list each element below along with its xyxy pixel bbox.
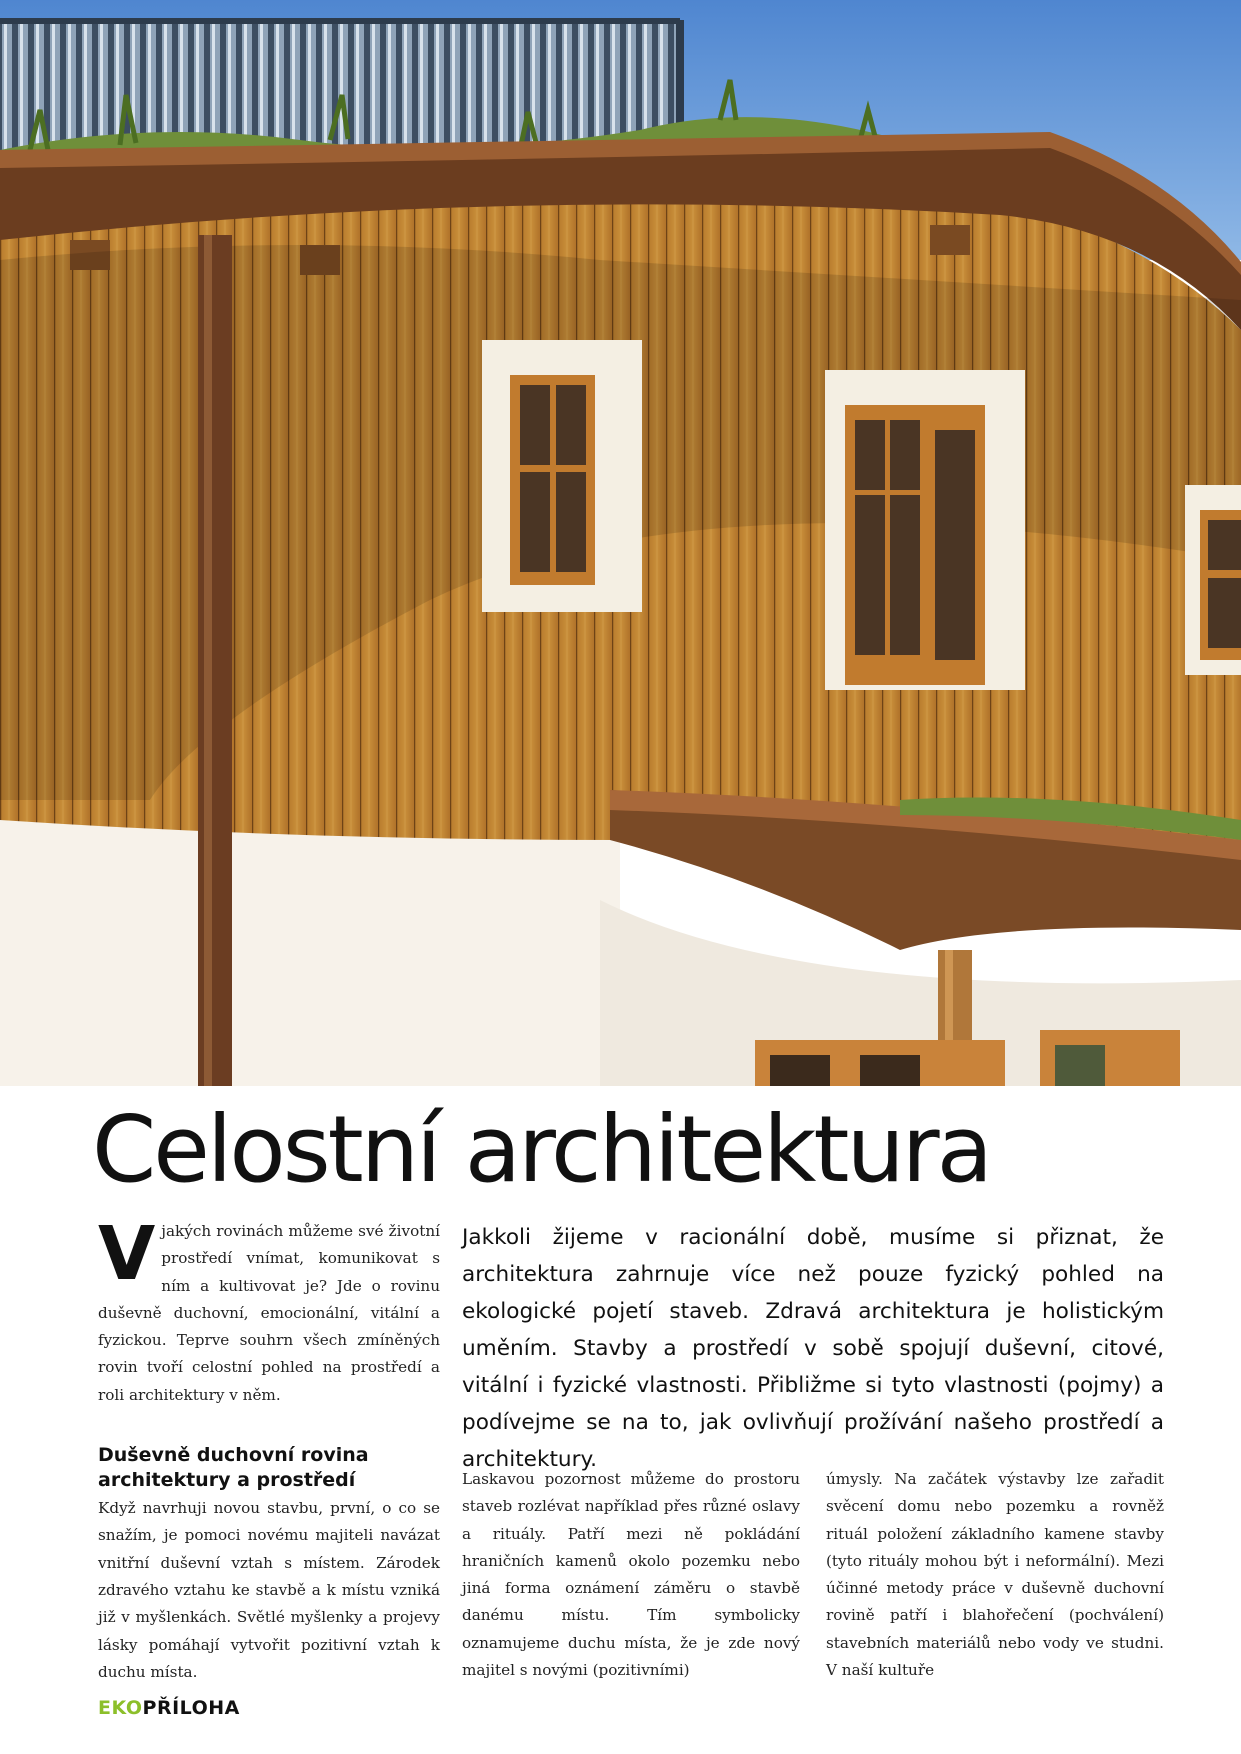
article-title: Celostní architektura (92, 1096, 990, 1203)
footer-section-label (98, 1697, 240, 1719)
intro-paragraph (98, 1211, 440, 1409)
section-subheading: Duševně duchovní rovina architektury a prostředí (98, 1444, 369, 1492)
body-paragraph-1: Když navrhuji novou stavbu, první, o co se snažím, je pomoci novému majiteli navázat vnitřní duševní vztah s místem. Zárodek zdravého vztahu ke stavbě a k místu vzniká již v myšlenkách. Světlé myšlenky a projevy lásky pomáhají vytvořit pozitivní vztah k duchu místa. (98, 1499, 440, 1681)
footer-eko: EKO (98, 1697, 143, 1719)
column-left (98, 1211, 440, 1686)
drop-cap: V (98, 1211, 156, 1297)
body-paragraph-3: úmysly. Na začátek výstavby lze zařadit svěcení domu nebo pozemku a rovněž rituál položení základního kamene stavby (tyto rituály mohou být i neformální). Mezi účinné metody práce v duševně duchovní rovině patří i blahořečení (pochválení) stavebních materiálů nebo vody ve studni. V naší kultuře (826, 1470, 1164, 1680)
body-paragraph-2: Laskavou pozornost můžeme do prostoru staveb rozlévat například přes různé oslavy a rituály. Patří mezi ně pokládání hraničních kamenů okolo pozemku nebo jiná forma oznámení záměru o stavbě danému místu. Tím symbolicky oznamujeme duchu místa, že je zde nový majitel s novými (pozitivními) (462, 1470, 800, 1680)
lead-paragraph: Jakkoli žijeme v racionální době, musíme si přiznat, že architektura zahrnuje více než pouze fyzický pohled na ekologické pojetí staveb. Zdravá architektura je holistickým uměním. Stavby a prostředí v sobě spojují duševní, citové, vitální i fyzické vlastnosti. Přibližme si tyto vlastnosti (pojmy) a podívejme se na to, jak ovlivňují prožívání našeho prostředí a architektury. (462, 1225, 1164, 1472)
intro-text: jakých rovinách můžeme své životní prostředí vnímat, komunikovat s ním a kultivovat je? Jde o rovinu duševně duchovní, emocionální, vitální a fyzickou. Teprve souhrn všech zmíněných rovin tvoří celostní pohled na prostředí a roli architektury v něm. (98, 1222, 440, 1404)
footer-priloha: PŘÍLOHA (142, 1697, 240, 1719)
